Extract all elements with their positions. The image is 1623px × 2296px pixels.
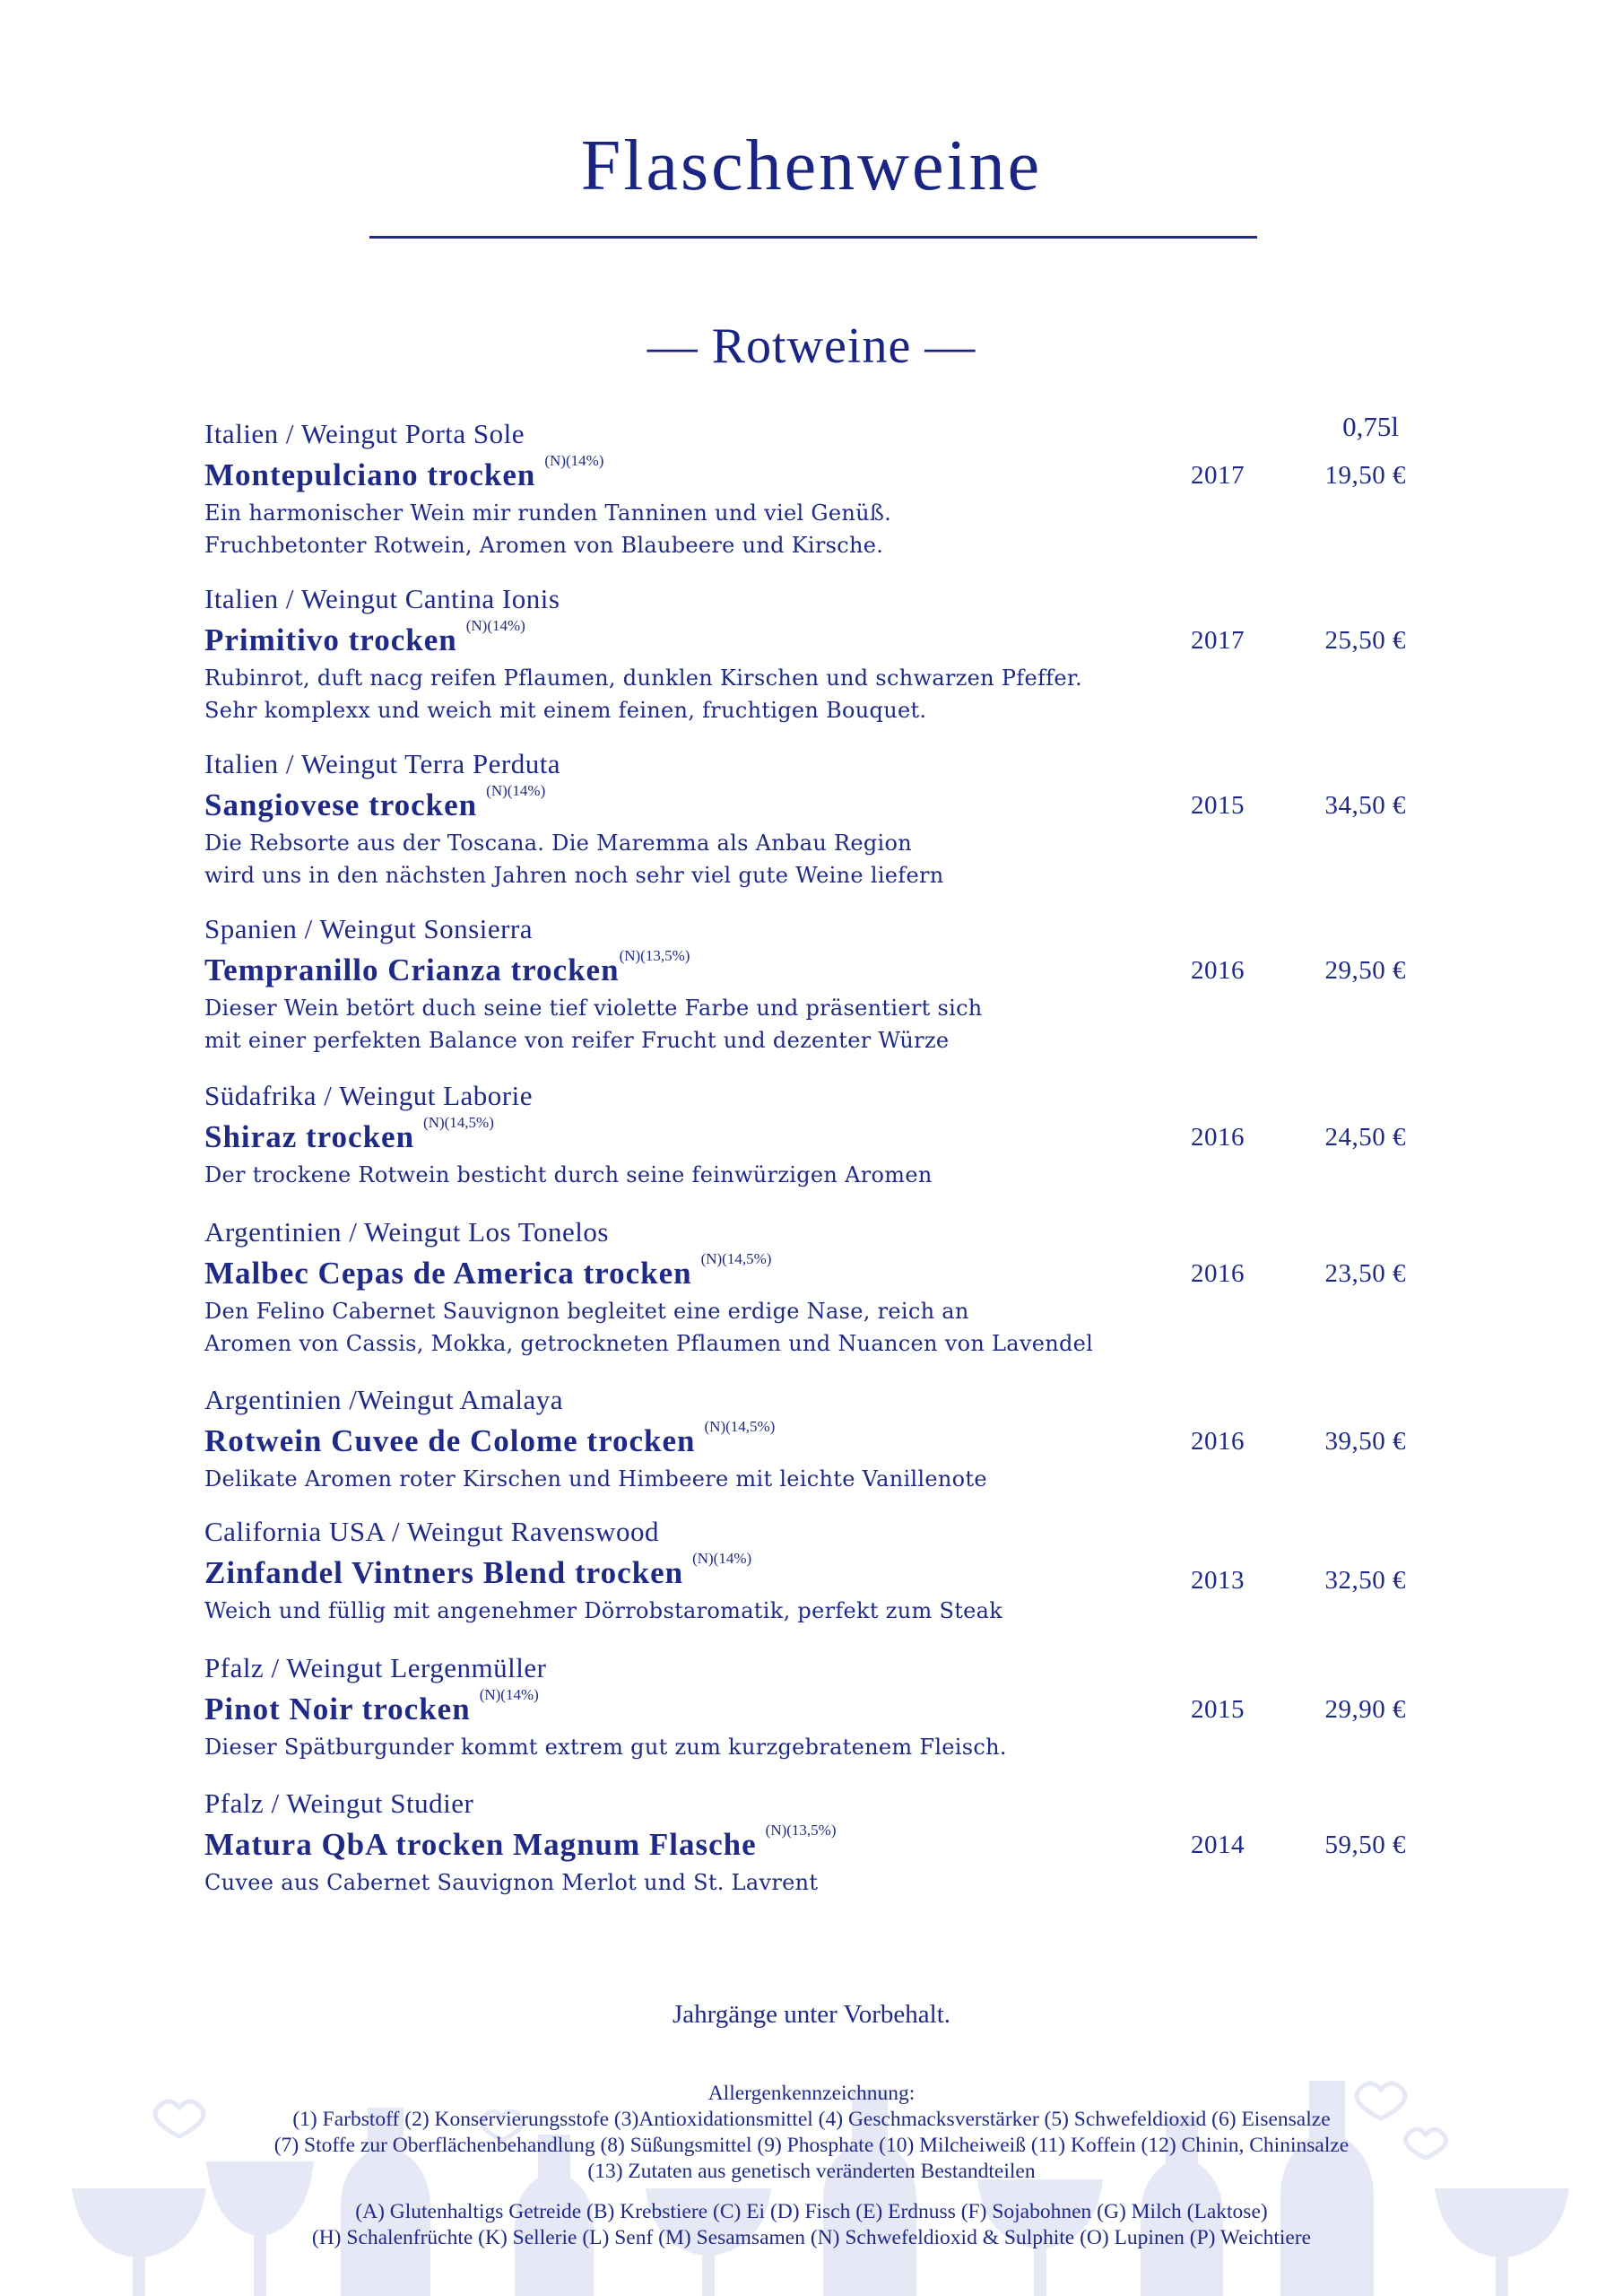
wine-year: 2015 <box>1191 791 1245 820</box>
wine-description-line: Weich und füllig mit angenehmer Dörrobstaromatik, perfekt zum Steak <box>204 1598 1003 1623</box>
wine-description <box>204 497 891 561</box>
wine-entry <box>204 1787 1406 1949</box>
wine-price: 25,50 € <box>1324 626 1406 655</box>
wine-name-text: Primitivo trocken <box>204 622 457 657</box>
wine-note: (N)(14,5%) <box>704 1418 776 1435</box>
wine-note: (N)(14%) <box>692 1550 752 1567</box>
wine-name-text: Malbec Cepas de America trocken <box>204 1256 692 1291</box>
wine-year: 2016 <box>1191 1123 1245 1152</box>
wine-name <box>204 1686 539 1727</box>
wine-name <box>204 1114 494 1155</box>
wine-note: (N)(14%) <box>544 452 604 469</box>
wine-origin: Argentinien /Weingut Amalaya <box>204 1384 564 1415</box>
wine-entry <box>204 418 1406 579</box>
wine-note: (N)(14%) <box>465 617 525 634</box>
wine-origin: Italien / Weingut Porta Sole <box>204 418 525 449</box>
allergen-legend <box>0 2081 1623 2251</box>
wine-note: (N)(14,5%) <box>423 1114 494 1131</box>
allergen-line: (H) Schalenfrüchte (K) Sellerie (L) Senf (M) Sesamsamen (N) Schwefeldioxid & Sulphite (O) Lupinen (P) Weichtiere <box>311 2226 1312 2249</box>
wine-description-line: Dieser Wein betört duch seine tief violette Farbe und präsentiert sich <box>204 996 983 1021</box>
wine-name <box>204 617 525 658</box>
glass-stem-icon <box>702 2255 715 2296</box>
wine-year: 2017 <box>1191 626 1245 655</box>
wine-origin: Argentinien / Weingut Los Tonelos <box>204 1216 609 1248</box>
wine-note: (N)(14,5%) <box>700 1250 772 1267</box>
wine-name-text: Pinot Noir trocken <box>204 1692 471 1726</box>
wine-price: 34,50 € <box>1324 791 1406 820</box>
wine-note: (N)(14%) <box>479 1686 539 1703</box>
wine-name-text: Montepulciano trocken <box>204 457 536 492</box>
wine-year: 2017 <box>1191 461 1245 490</box>
wine-year: 2015 <box>1191 1695 1245 1724</box>
wine-name-text: Tempranillo Crianza trocken <box>204 952 620 987</box>
allergen-line: (7) Stoffe zur Oberflächenbehandlung (8) Süßungsmittel (9) Phosphate (10) Milcheiweiß (11) Koffein (12) Chinin, Chininsalze <box>273 2134 1350 2157</box>
wine-note: (N)(13,5%) <box>619 947 690 964</box>
wine-price: 59,50 € <box>1324 1831 1406 1859</box>
wine-description-line: Cuvee aus Cabernet Sauvignon Merlot und St. Lavrent <box>204 1870 819 1895</box>
wine-description <box>204 992 983 1057</box>
wine-name-text: Zinfandel Vintners Blend trocken <box>204 1555 684 1590</box>
allergen-heading: Allergenkennzeichnung: <box>707 2082 916 2105</box>
wine-description-line: Die Rebsorte aus der Toscana. Die Maremma als Anbau Region <box>204 831 913 856</box>
wine-description-line: Ein harmonischer Wein mir runden Tanninen und viel Genüß. <box>204 500 892 526</box>
wine-description-line: Fruchbetonter Rotwein, Aromen von Blaubeere und Kirsche. <box>204 533 884 558</box>
wine-price: 29,90 € <box>1324 1695 1406 1724</box>
wine-description-line: Sehr komplexx und weich mit einem feinen, fruchtigen Bouquet. <box>204 698 927 723</box>
wine-description <box>204 1295 1093 1360</box>
wine-description-line: Den Felino Cabernet Sauvignon begleitet eine erdige Nase, reich an <box>204 1299 969 1324</box>
wine-description-line: mit einer perfekten Balance von reifer Frucht und dezenter Würze <box>204 1028 950 1053</box>
vintage-notice: Jahrgänge unter Vorbehalt. <box>672 2000 951 2029</box>
wine-name-text: Shiraz trocken <box>204 1119 415 1154</box>
wine-description <box>204 1731 1007 1763</box>
wine-origin: Spanien / Weingut Sonsierra <box>204 913 534 944</box>
allergen-line: (A) Glutenhaltigs Getreide (B) Krebstiere (C) Ei (D) Fisch (E) Erdnuss (F) Sojabohnen (G) Milch (Laktose) <box>355 2200 1268 2223</box>
wine-origin: California USA / Weingut Ravenswood <box>204 1516 659 1547</box>
wine-year: 2016 <box>1191 1259 1245 1288</box>
wine-entry <box>204 748 1406 909</box>
wine-year: 2013 <box>1191 1566 1245 1595</box>
wine-origin: Pfalz / Weingut Lergenmüller <box>204 1652 547 1683</box>
wine-name <box>204 1822 837 1863</box>
wine-description-line: Rubinrot, duft nacg reifen Pflaumen, dunklen Kirschen und schwarzen Pfeffer. <box>204 665 1082 691</box>
wine-entry <box>204 1216 1406 1378</box>
wine-price: 29,50 € <box>1324 956 1406 985</box>
bottle-size-label: 0,75l <box>1342 411 1399 442</box>
wine-price: 24,50 € <box>1324 1123 1406 1152</box>
wine-description-line: Dieser Spätburgunder kommt extrem gut zum kurzgebratenem Fleisch. <box>204 1735 1007 1760</box>
wine-name <box>204 1250 772 1292</box>
wine-name <box>204 947 690 988</box>
wine-description <box>204 662 1082 726</box>
wine-year: 2016 <box>1191 1427 1245 1456</box>
wine-description <box>204 1595 1002 1627</box>
wine-name-text: Rotwein Cuvee de Colome trocken <box>204 1423 696 1458</box>
wine-name-text: Sangiovese trocken <box>204 787 478 822</box>
wine-year: 2016 <box>1191 956 1245 985</box>
wine-year: 2014 <box>1191 1831 1245 1859</box>
wine-name <box>204 452 604 493</box>
wine-name <box>204 1550 752 1591</box>
wine-origin: Italien / Weingut Cantina Ionis <box>204 583 560 614</box>
glass-stem-icon <box>1034 2248 1046 2296</box>
wine-description-line: Der trockene Rotwein besticht durch seine feinwürzigen Aromen <box>204 1162 933 1187</box>
wine-price: 23,50 € <box>1324 1259 1406 1288</box>
section-heading: — Rotweine — <box>647 318 976 374</box>
wine-price: 32,50 € <box>1324 1566 1406 1595</box>
wine-price: 39,50 € <box>1324 1427 1406 1456</box>
wine-description-line: Aromen von Cassis, Mokka, getrockneten Pflaumen und Nuancen von Lavendel <box>204 1331 1094 1356</box>
wine-name <box>204 782 546 823</box>
wine-description <box>204 827 944 891</box>
title-divider <box>369 236 1257 239</box>
wine-description <box>204 1159 933 1191</box>
wine-entry <box>204 583 1406 744</box>
wine-note: (N)(14%) <box>486 782 546 799</box>
wine-name-text: Matura QbA trocken Magnum Flasche <box>204 1827 757 1862</box>
wine-origin: Südafrika / Weingut Laborie <box>204 1080 533 1111</box>
allergen-line: (13) Zutaten aus genetisch veränderten Bestandteilen <box>587 2160 1036 2183</box>
wine-origin: Italien / Weingut Terra Perduta <box>204 748 561 779</box>
wine-note: (N)(13,5%) <box>765 1822 837 1839</box>
wine-description-line: Delikate Aromen roter Kirschen und Himbeere mit leichte Vanillenote <box>204 1466 987 1492</box>
glass-stem-icon <box>133 2257 145 2296</box>
allergen-spacer <box>0 2185 1623 2199</box>
wine-origin: Pfalz / Weingut Studier <box>204 1787 474 1819</box>
page-title: Flaschenweine <box>580 126 1043 205</box>
wine-price: 19,50 € <box>1324 461 1406 490</box>
wine-description <box>204 1463 987 1495</box>
wine-description <box>204 1866 818 1899</box>
wine-name <box>204 1418 776 1459</box>
glass-stem-icon <box>1496 2257 1508 2296</box>
allergen-line: (1) Farbstoff (2) Konservierungsstofe (3)Antioxidationsmittel (4) Geschmacksverstärker (5) Schwefeldioxid (6) Eisensalze <box>292 2108 1331 2131</box>
wine-entry <box>204 913 1406 1074</box>
wine-description-line: wird uns in den nächsten Jahren noch sehr viel gute Weine liefern <box>204 863 944 888</box>
